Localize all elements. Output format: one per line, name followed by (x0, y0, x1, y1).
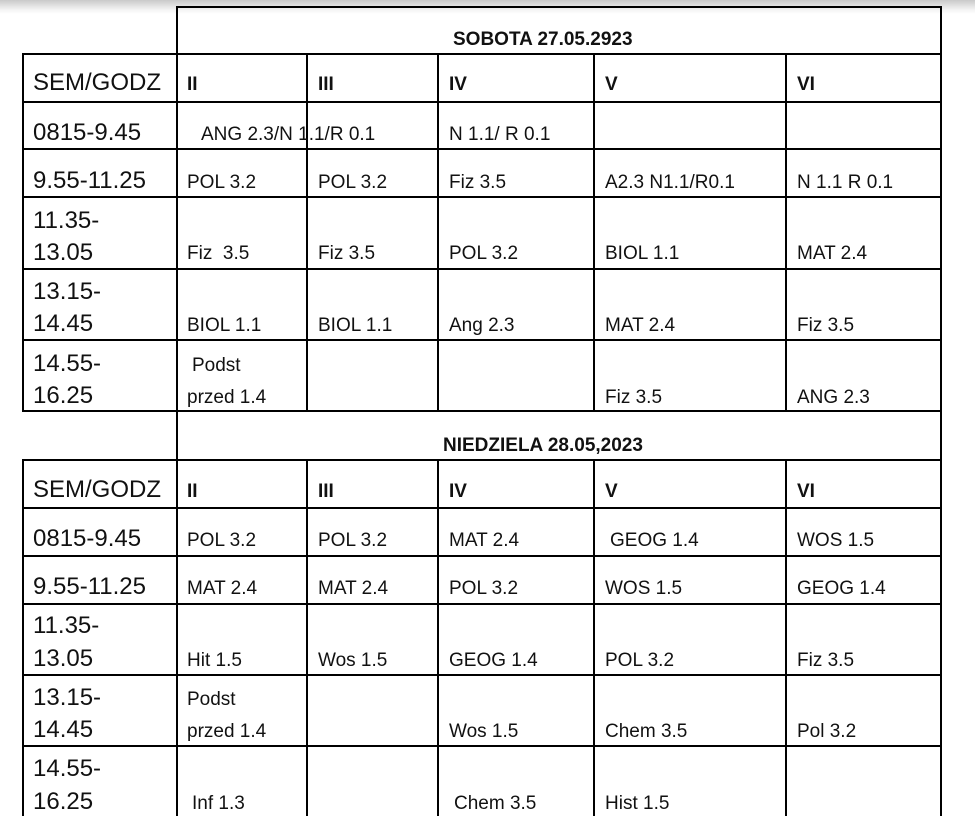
header-sem-iv: IV (449, 481, 467, 502)
class-cell: Fiz 3.5 (449, 172, 507, 193)
class-cell: MAT 2.4 (187, 578, 258, 599)
time-slot: 11.35- (33, 612, 100, 639)
class-cell: A2.3 N1.1/R0.1 (605, 172, 735, 193)
class-cell: Podst (192, 355, 241, 376)
class-cell: POL 3.2 (318, 172, 388, 193)
time-slot: 0815-9.45 (33, 119, 142, 146)
header-sem-ii: II (187, 74, 198, 95)
header-sem-iii: III (318, 481, 334, 502)
class-cell: MAT 2.4 (318, 578, 389, 599)
class-cell: POL 3.2 (318, 530, 388, 551)
class-cell: WOS 1.5 (605, 578, 683, 599)
grid-line (22, 674, 941, 676)
time-slot: 0815-9.45 (33, 525, 142, 552)
class-cell: MAT 2.4 (605, 315, 676, 336)
grid-line (22, 53, 24, 411)
grid-line (593, 53, 595, 411)
grid-line (22, 196, 941, 198)
header-sem-godz: SEM/GODZ (33, 69, 162, 96)
header-sem-godz: SEM/GODZ (33, 476, 162, 503)
time-slot: 16.25 (33, 788, 94, 815)
class-cell: Ang 2.3 (449, 315, 515, 336)
class-cell: Pol 3.2 (797, 721, 857, 742)
grid-line (22, 603, 941, 605)
class-cell: Chem 3.5 (454, 793, 537, 814)
grid-line (306, 148, 308, 411)
header-sem-ii: II (187, 481, 198, 502)
grid-line (176, 6, 941, 8)
class-cell: GEOG 1.4 (797, 578, 886, 599)
grid-line (22, 339, 941, 341)
class-cell: Chem 3.5 (605, 721, 688, 742)
class-cell: Fiz 3.5 (187, 243, 250, 264)
grid-line (22, 101, 941, 103)
class-cell: Inf 1.3 (192, 793, 245, 814)
class-cell: MAT 2.4 (449, 530, 520, 551)
class-cell: Podst (187, 689, 236, 710)
grid-line (22, 268, 941, 270)
time-slot: 14.55- (33, 755, 102, 782)
class-cell: Wos 1.5 (449, 721, 519, 742)
class-cell: Hist 1.5 (605, 793, 670, 814)
time-slot: 14.45 (33, 716, 94, 743)
class-cell: MAT 2.4 (797, 243, 868, 264)
class-cell: przed 1.4 (187, 387, 267, 408)
class-cell: Fiz 3.5 (797, 315, 855, 336)
class-cell: Fiz 3.5 (605, 387, 663, 408)
time-slot: 13.05 (33, 645, 94, 672)
time-slot: 14.45 (33, 310, 94, 337)
class-cell: GEOG 1.4 (610, 530, 699, 551)
grid-line (785, 459, 787, 816)
header-sem-v: V (605, 481, 618, 502)
time-slot: 9.55-11.25 (33, 573, 146, 600)
class-cell: N 1.1/ R 0.1 (449, 124, 551, 145)
day-title: NIEDZIELA 28.05,2023 (443, 435, 643, 456)
grid-line (437, 53, 439, 411)
class-cell: POL 3.2 (605, 650, 675, 671)
time-slot: 13.15- (33, 684, 102, 711)
grid-line (306, 459, 308, 816)
class-cell: Wos 1.5 (318, 650, 388, 671)
grid-line (22, 410, 941, 412)
grid-line (22, 507, 941, 509)
class-cell: BIOL 1.1 (605, 243, 680, 264)
class-cell: POL 3.2 (449, 578, 519, 599)
grid-line (437, 459, 439, 816)
class-cell: POL 3.2 (449, 243, 519, 264)
class-cell: ANG 2.3 (797, 387, 870, 408)
day-title: SOBOTA 27.05.2923 (453, 29, 633, 50)
header-sem-vi: VI (797, 481, 815, 502)
header-sem-vi: VI (797, 74, 815, 95)
time-slot: 13.05 (33, 239, 94, 266)
class-cell: WOS 1.5 (797, 530, 875, 551)
time-slot: 13.15- (33, 278, 102, 305)
class-cell: N 1.1 R 0.1 (797, 172, 894, 193)
grid-line (22, 745, 941, 747)
class-cell: BIOL 1.1 (318, 315, 393, 336)
class-cell: BIOL 1.1 (187, 315, 262, 336)
grid-line (940, 410, 942, 816)
time-slot: 16.25 (33, 382, 94, 409)
grid-line (593, 459, 595, 816)
grid-line (176, 410, 178, 816)
class-cell: Fiz 3.5 (797, 650, 855, 671)
class-cell: przed 1.4 (187, 721, 267, 742)
header-sem-iii: III (318, 74, 334, 95)
grid-line (940, 6, 942, 411)
time-slot: 14.55- (33, 350, 102, 377)
class-cell: Fiz 3.5 (318, 243, 376, 264)
class-cell: POL 3.2 (187, 530, 257, 551)
grid-line (176, 6, 178, 411)
grid-line (22, 148, 941, 150)
grid-line (22, 459, 24, 816)
time-slot: 9.55-11.25 (33, 167, 146, 194)
header-sem-v: V (605, 74, 618, 95)
header-sem-iv: IV (449, 74, 467, 95)
grid-line (22, 555, 941, 557)
class-cell-merged: ANG 2.3/N 1.1/R 0.1 (201, 124, 376, 145)
grid-line (22, 53, 941, 55)
grid-line (22, 459, 941, 461)
class-cell: POL 3.2 (187, 172, 257, 193)
grid-line (785, 53, 787, 411)
class-cell: GEOG 1.4 (449, 650, 538, 671)
class-cell: Hit 1.5 (187, 650, 242, 671)
time-slot: 11.35- (33, 207, 100, 234)
